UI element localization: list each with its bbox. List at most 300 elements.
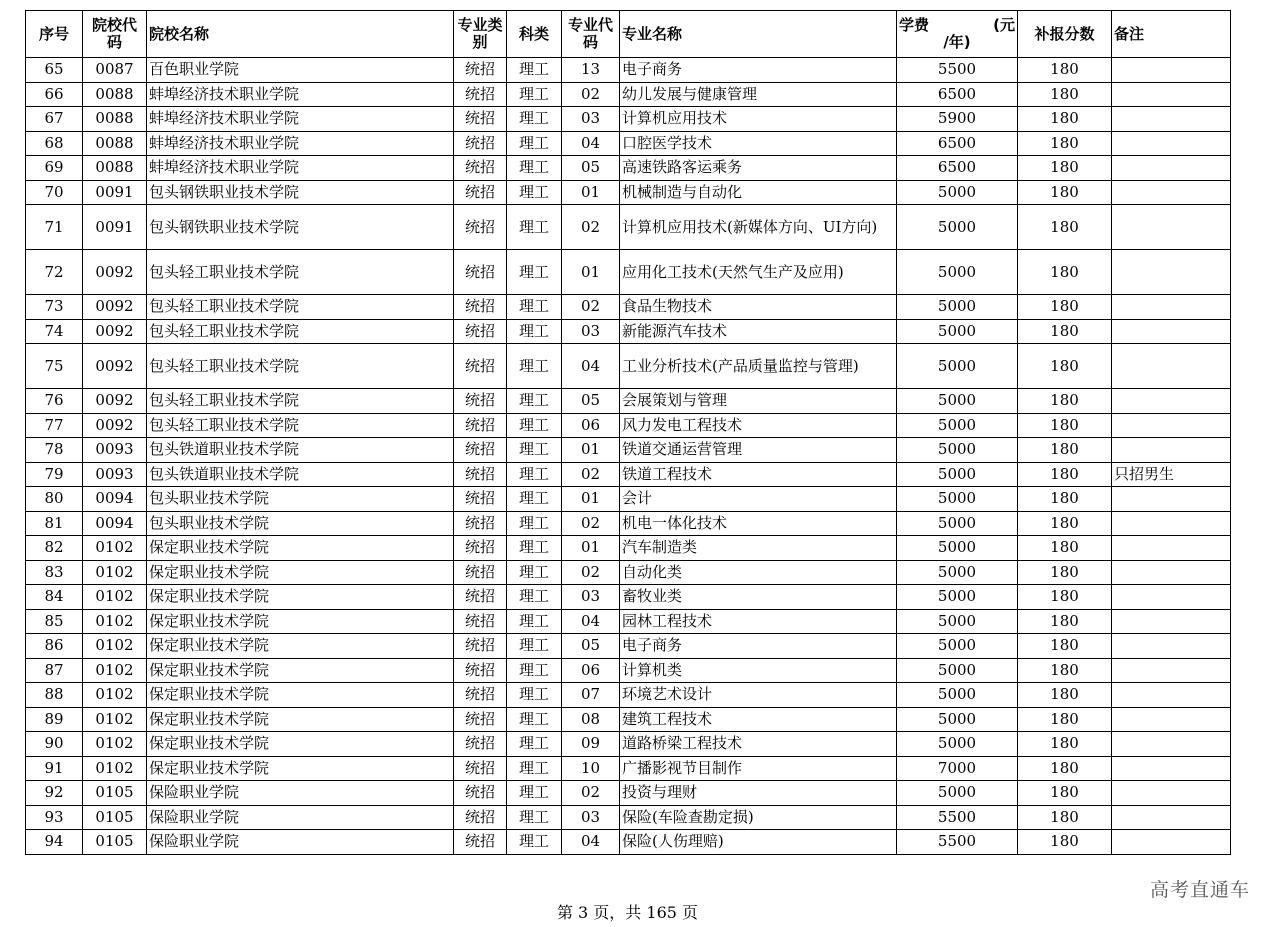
- cell-school-code: 0093: [83, 462, 147, 487]
- cell-school-name: 包头职业技术学院: [147, 487, 454, 512]
- cell-seq: 84: [26, 585, 83, 610]
- cell-score: 180: [1018, 156, 1112, 181]
- admissions-table: [25, 10, 1231, 855]
- table-row: [26, 536, 1231, 561]
- cell-major-code: 02: [562, 82, 620, 107]
- header-note: 备注: [1112, 11, 1231, 58]
- cell-major-type: 统招: [454, 319, 507, 344]
- cell-note: [1112, 609, 1231, 634]
- cell-major-code: 04: [562, 344, 620, 389]
- cell-note: [1112, 344, 1231, 389]
- cell-major-code: 01: [562, 536, 620, 561]
- cell-score: 180: [1018, 295, 1112, 320]
- cell-note: [1112, 536, 1231, 561]
- cell-major-type: 统招: [454, 131, 507, 156]
- cell-major-name: 会展策划与管理: [620, 389, 897, 414]
- cell-major-code: 04: [562, 131, 620, 156]
- table-row: [26, 756, 1231, 781]
- cell-school-code: 0088: [83, 131, 147, 156]
- cell-score: 180: [1018, 82, 1112, 107]
- watermark: 高考直通车: [1149, 879, 1250, 901]
- cell-major-type: 统招: [454, 830, 507, 855]
- cell-school-code: 0102: [83, 707, 147, 732]
- cell-score: 180: [1018, 180, 1112, 205]
- cell-school-code: 0093: [83, 438, 147, 463]
- cell-subject: 理工: [507, 609, 562, 634]
- cell-score: 180: [1018, 319, 1112, 344]
- cell-major-code: 06: [562, 413, 620, 438]
- cell-note: [1112, 156, 1231, 181]
- cell-subject: 理工: [507, 756, 562, 781]
- cell-major-code: 09: [562, 732, 620, 757]
- header-fee-label: 学费: [899, 16, 930, 34]
- cell-major-name: 应用化工技术(天然气生产及应用): [620, 250, 897, 295]
- cell-seq: 76: [26, 389, 83, 414]
- cell-major-type: 统招: [454, 250, 507, 295]
- cell-subject: 理工: [507, 205, 562, 250]
- cell-school-code: 0102: [83, 732, 147, 757]
- cell-major-type: 统招: [454, 732, 507, 757]
- cell-seq: 77: [26, 413, 83, 438]
- cell-major-type: 统招: [454, 805, 507, 830]
- cell-major-type: 统招: [454, 156, 507, 181]
- cell-subject: 理工: [507, 781, 562, 806]
- cell-fee: 5000: [897, 781, 1018, 806]
- cell-seq: 73: [26, 295, 83, 320]
- cell-fee: 5000: [897, 319, 1018, 344]
- cell-seq: 67: [26, 107, 83, 132]
- header-major-name: 专业名称: [620, 11, 897, 58]
- cell-major-type: 统招: [454, 511, 507, 536]
- cell-major-name: 铁道工程技术: [620, 462, 897, 487]
- cell-major-type: 统招: [454, 413, 507, 438]
- cell-major-code: 06: [562, 658, 620, 683]
- table-row: [26, 683, 1231, 708]
- cell-fee: 5000: [897, 707, 1018, 732]
- cell-seq: 89: [26, 707, 83, 732]
- cell-school-name: 保定职业技术学院: [147, 560, 454, 585]
- cell-seq: 82: [26, 536, 83, 561]
- cell-fee: 5500: [897, 830, 1018, 855]
- cell-fee: 5000: [897, 389, 1018, 414]
- cell-note: [1112, 319, 1231, 344]
- cell-major-code: 05: [562, 156, 620, 181]
- cell-major-name: 计算机应用技术: [620, 107, 897, 132]
- cell-seq: 92: [26, 781, 83, 806]
- table-row: [26, 487, 1231, 512]
- cell-major-type: 统招: [454, 82, 507, 107]
- cell-major-name: 高速铁路客运乘务: [620, 156, 897, 181]
- cell-subject: 理工: [507, 389, 562, 414]
- cell-school-name: 包头轻工职业技术学院: [147, 389, 454, 414]
- cell-major-type: 统招: [454, 707, 507, 732]
- cell-school-name: 包头轻工职业技术学院: [147, 344, 454, 389]
- cell-major-type: 统招: [454, 585, 507, 610]
- cell-subject: 理工: [507, 732, 562, 757]
- cell-note: [1112, 487, 1231, 512]
- cell-major-code: 02: [562, 511, 620, 536]
- cell-score: 180: [1018, 205, 1112, 250]
- table-row: [26, 58, 1231, 83]
- table-row: [26, 830, 1231, 855]
- table-row: [26, 295, 1231, 320]
- cell-major-name: 铁道交通运营管理: [620, 438, 897, 463]
- cell-school-code: 0102: [83, 560, 147, 585]
- cell-major-code: 03: [562, 805, 620, 830]
- cell-school-code: 0105: [83, 781, 147, 806]
- cell-school-name: 包头铁道职业技术学院: [147, 438, 454, 463]
- cell-major-type: 统招: [454, 295, 507, 320]
- cell-major-type: 统招: [454, 107, 507, 132]
- cell-fee: 5000: [897, 344, 1018, 389]
- cell-school-name: 包头轻工职业技术学院: [147, 319, 454, 344]
- cell-note: [1112, 438, 1231, 463]
- table-row: [26, 344, 1231, 389]
- cell-school-name: 保定职业技术学院: [147, 634, 454, 659]
- cell-note: [1112, 756, 1231, 781]
- cell-subject: 理工: [507, 707, 562, 732]
- cell-seq: 80: [26, 487, 83, 512]
- cell-seq: 94: [26, 830, 83, 855]
- cell-school-code: 0105: [83, 805, 147, 830]
- cell-score: 180: [1018, 683, 1112, 708]
- cell-note: [1112, 732, 1231, 757]
- cell-major-code: 03: [562, 319, 620, 344]
- cell-school-code: 0088: [83, 156, 147, 181]
- cell-major-code: 05: [562, 634, 620, 659]
- cell-subject: 理工: [507, 487, 562, 512]
- table-row: [26, 319, 1231, 344]
- cell-score: 180: [1018, 462, 1112, 487]
- cell-major-type: 统招: [454, 634, 507, 659]
- table-row: [26, 438, 1231, 463]
- cell-school-name: 蚌埠经济技术职业学院: [147, 107, 454, 132]
- cell-seq: 91: [26, 756, 83, 781]
- cell-school-code: 0092: [83, 389, 147, 414]
- cell-seq: 90: [26, 732, 83, 757]
- cell-school-name: 保定职业技术学院: [147, 585, 454, 610]
- cell-note: [1112, 585, 1231, 610]
- cell-note: 只招男生: [1112, 462, 1231, 487]
- table-row: [26, 658, 1231, 683]
- cell-seq: 72: [26, 250, 83, 295]
- cell-score: 180: [1018, 585, 1112, 610]
- cell-school-code: 0087: [83, 58, 147, 83]
- cell-score: 180: [1018, 560, 1112, 585]
- cell-major-type: 统招: [454, 658, 507, 683]
- header-school-name: 院校名称: [147, 11, 454, 58]
- cell-school-name: 保险职业学院: [147, 805, 454, 830]
- table-body: [26, 58, 1231, 855]
- cell-school-code: 0088: [83, 107, 147, 132]
- cell-fee: 5000: [897, 536, 1018, 561]
- cell-school-code: 0092: [83, 250, 147, 295]
- cell-major-type: 统招: [454, 58, 507, 83]
- cell-score: 180: [1018, 250, 1112, 295]
- cell-major-type: 统招: [454, 560, 507, 585]
- cell-school-name: 包头职业技术学院: [147, 511, 454, 536]
- cell-note: [1112, 250, 1231, 295]
- table-row: [26, 609, 1231, 634]
- cell-subject: 理工: [507, 462, 562, 487]
- cell-major-name: 食品生物技术: [620, 295, 897, 320]
- cell-fee: 5000: [897, 683, 1018, 708]
- header-row: [26, 11, 1231, 58]
- cell-subject: 理工: [507, 344, 562, 389]
- cell-school-code: 0102: [83, 658, 147, 683]
- cell-major-code: 08: [562, 707, 620, 732]
- cell-school-code: 0088: [83, 82, 147, 107]
- cell-fee: 5000: [897, 560, 1018, 585]
- cell-major-name: 计算机应用技术(新媒体方向、UI方向): [620, 205, 897, 250]
- cell-major-code: 07: [562, 683, 620, 708]
- cell-seq: 75: [26, 344, 83, 389]
- table-row: [26, 781, 1231, 806]
- cell-note: [1112, 560, 1231, 585]
- cell-school-code: 0102: [83, 634, 147, 659]
- cell-subject: 理工: [507, 634, 562, 659]
- cell-major-name: 道路桥梁工程技术: [620, 732, 897, 757]
- cell-major-name: 畜牧业类: [620, 585, 897, 610]
- cell-school-name: 包头钢铁职业技术学院: [147, 180, 454, 205]
- cell-subject: 理工: [507, 413, 562, 438]
- cell-major-code: 05: [562, 389, 620, 414]
- cell-major-code: 02: [562, 781, 620, 806]
- cell-school-name: 包头钢铁职业技术学院: [147, 205, 454, 250]
- cell-major-name: 机械制造与自动化: [620, 180, 897, 205]
- cell-school-name: 保定职业技术学院: [147, 683, 454, 708]
- cell-note: [1112, 180, 1231, 205]
- table-row: [26, 107, 1231, 132]
- cell-note: [1112, 511, 1231, 536]
- cell-school-name: 包头轻工职业技术学院: [147, 295, 454, 320]
- cell-major-code: 01: [562, 180, 620, 205]
- cell-school-code: 0102: [83, 585, 147, 610]
- cell-score: 180: [1018, 756, 1112, 781]
- cell-school-code: 0091: [83, 205, 147, 250]
- header-fee: [897, 11, 1018, 58]
- cell-school-code: 0092: [83, 413, 147, 438]
- cell-major-type: 统招: [454, 438, 507, 463]
- cell-school-name: 保定职业技术学院: [147, 658, 454, 683]
- table-row: [26, 413, 1231, 438]
- table-row: [26, 205, 1231, 250]
- cell-major-type: 统招: [454, 609, 507, 634]
- cell-school-code: 0094: [83, 511, 147, 536]
- cell-score: 180: [1018, 107, 1112, 132]
- cell-major-code: 01: [562, 487, 620, 512]
- cell-seq: 66: [26, 82, 83, 107]
- cell-score: 180: [1018, 609, 1112, 634]
- cell-school-code: 0092: [83, 295, 147, 320]
- cell-subject: 理工: [507, 250, 562, 295]
- cell-subject: 理工: [507, 830, 562, 855]
- cell-fee: 7000: [897, 756, 1018, 781]
- cell-note: [1112, 830, 1231, 855]
- cell-score: 180: [1018, 487, 1112, 512]
- cell-major-name: 投资与理财: [620, 781, 897, 806]
- cell-score: 180: [1018, 732, 1112, 757]
- table-row: [26, 131, 1231, 156]
- header-fee-unit: (元: [993, 16, 1015, 34]
- cell-seq: 93: [26, 805, 83, 830]
- cell-major-type: 统招: [454, 781, 507, 806]
- table-row: [26, 250, 1231, 295]
- cell-seq: 85: [26, 609, 83, 634]
- header-fee-unit-2: /年): [943, 33, 971, 51]
- cell-note: [1112, 413, 1231, 438]
- cell-fee: 6500: [897, 82, 1018, 107]
- cell-school-code: 0092: [83, 344, 147, 389]
- cell-seq: 70: [26, 180, 83, 205]
- cell-fee: 6500: [897, 156, 1018, 181]
- cell-score: 180: [1018, 805, 1112, 830]
- cell-score: 180: [1018, 389, 1112, 414]
- cell-score: 180: [1018, 830, 1112, 855]
- cell-major-name: 汽车制造类: [620, 536, 897, 561]
- cell-fee: 5000: [897, 438, 1018, 463]
- cell-seq: 86: [26, 634, 83, 659]
- table-row: [26, 511, 1231, 536]
- cell-school-name: 保险职业学院: [147, 830, 454, 855]
- cell-subject: 理工: [507, 295, 562, 320]
- cell-school-code: 0102: [83, 756, 147, 781]
- cell-seq: 83: [26, 560, 83, 585]
- cell-subject: 理工: [507, 438, 562, 463]
- cell-major-code: 02: [562, 560, 620, 585]
- cell-subject: 理工: [507, 511, 562, 536]
- cell-fee: 5000: [897, 634, 1018, 659]
- cell-note: [1112, 683, 1231, 708]
- cell-score: 180: [1018, 707, 1112, 732]
- cell-subject: 理工: [507, 560, 562, 585]
- header-subject: 科类: [507, 11, 562, 58]
- cell-seq: 71: [26, 205, 83, 250]
- cell-major-code: 03: [562, 585, 620, 610]
- cell-school-name: 保定职业技术学院: [147, 609, 454, 634]
- cell-fee: 5000: [897, 609, 1018, 634]
- cell-subject: 理工: [507, 658, 562, 683]
- cell-school-name: 包头铁道职业技术学院: [147, 462, 454, 487]
- cell-note: [1112, 805, 1231, 830]
- cell-fee: 5000: [897, 658, 1018, 683]
- table-row: [26, 462, 1231, 487]
- cell-note: [1112, 107, 1231, 132]
- cell-major-type: 统招: [454, 756, 507, 781]
- cell-school-name: 保定职业技术学院: [147, 732, 454, 757]
- cell-note: [1112, 707, 1231, 732]
- cell-fee: 5000: [897, 413, 1018, 438]
- cell-major-code: 13: [562, 58, 620, 83]
- cell-school-name: 保定职业技术学院: [147, 536, 454, 561]
- cell-note: [1112, 205, 1231, 250]
- cell-seq: 69: [26, 156, 83, 181]
- cell-school-name: 包头轻工职业技术学院: [147, 250, 454, 295]
- cell-fee: 5000: [897, 295, 1018, 320]
- cell-fee: 5000: [897, 205, 1018, 250]
- table-row: [26, 156, 1231, 181]
- header-major-type: 专业类别: [454, 11, 507, 58]
- cell-major-code: 01: [562, 438, 620, 463]
- cell-major-name: 电子商务: [620, 58, 897, 83]
- cell-major-name: 风力发电工程技术: [620, 413, 897, 438]
- cell-major-name: 园林工程技术: [620, 609, 897, 634]
- cell-major-name: 计算机类: [620, 658, 897, 683]
- cell-major-code: 04: [562, 830, 620, 855]
- header-seq: 序号: [26, 11, 83, 58]
- cell-score: 180: [1018, 634, 1112, 659]
- cell-school-name: 保险职业学院: [147, 781, 454, 806]
- cell-school-code: 0102: [83, 536, 147, 561]
- cell-note: [1112, 389, 1231, 414]
- cell-seq: 88: [26, 683, 83, 708]
- cell-subject: 理工: [507, 180, 562, 205]
- cell-major-type: 统招: [454, 683, 507, 708]
- table-row: [26, 732, 1231, 757]
- cell-major-name: 建筑工程技术: [620, 707, 897, 732]
- cell-seq: 79: [26, 462, 83, 487]
- table-row: [26, 180, 1231, 205]
- page-footer: 第 3 页，共 165 页: [556, 903, 699, 922]
- cell-fee: 5000: [897, 487, 1018, 512]
- cell-score: 180: [1018, 438, 1112, 463]
- cell-fee: 5000: [897, 732, 1018, 757]
- cell-score: 180: [1018, 781, 1112, 806]
- cell-subject: 理工: [507, 319, 562, 344]
- cell-school-code: 0092: [83, 319, 147, 344]
- table-row: [26, 560, 1231, 585]
- cell-fee: 5000: [897, 462, 1018, 487]
- cell-school-name: 保定职业技术学院: [147, 756, 454, 781]
- cell-subject: 理工: [507, 585, 562, 610]
- cell-school-code: 0091: [83, 180, 147, 205]
- cell-seq: 78: [26, 438, 83, 463]
- cell-subject: 理工: [507, 131, 562, 156]
- cell-score: 180: [1018, 536, 1112, 561]
- cell-note: [1112, 82, 1231, 107]
- cell-note: [1112, 658, 1231, 683]
- cell-major-type: 统招: [454, 205, 507, 250]
- cell-school-name: 蚌埠经济技术职业学院: [147, 156, 454, 181]
- cell-major-code: 03: [562, 107, 620, 132]
- cell-major-code: 02: [562, 462, 620, 487]
- cell-major-name: 保险(车险查勘定损): [620, 805, 897, 830]
- cell-subject: 理工: [507, 107, 562, 132]
- cell-major-name: 保险(人伤理赔): [620, 830, 897, 855]
- cell-school-name: 蚌埠经济技术职业学院: [147, 131, 454, 156]
- header-major-code: 专业代码: [562, 11, 620, 58]
- table-row: [26, 585, 1231, 610]
- cell-major-name: 会计: [620, 487, 897, 512]
- cell-school-code: 0094: [83, 487, 147, 512]
- table-row: [26, 389, 1231, 414]
- cell-score: 180: [1018, 511, 1112, 536]
- cell-fee: 5000: [897, 511, 1018, 536]
- cell-major-code: 10: [562, 756, 620, 781]
- cell-subject: 理工: [507, 58, 562, 83]
- cell-score: 180: [1018, 131, 1112, 156]
- cell-major-name: 环境艺术设计: [620, 683, 897, 708]
- cell-score: 180: [1018, 58, 1112, 83]
- cell-note: [1112, 781, 1231, 806]
- header-school-code: 院校代码: [83, 11, 147, 58]
- cell-major-code: 01: [562, 250, 620, 295]
- cell-school-name: 百色职业学院: [147, 58, 454, 83]
- cell-major-name: 广播影视节目制作: [620, 756, 897, 781]
- cell-major-type: 统招: [454, 344, 507, 389]
- cell-major-type: 统招: [454, 389, 507, 414]
- cell-score: 180: [1018, 413, 1112, 438]
